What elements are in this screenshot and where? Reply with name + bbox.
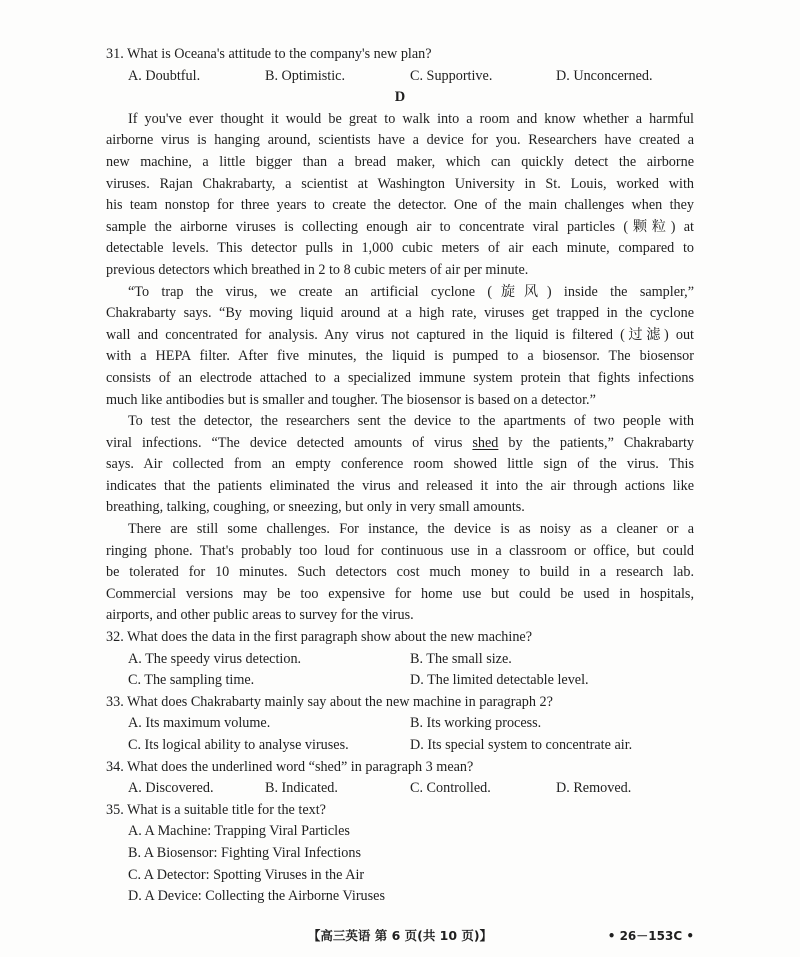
page-content (106, 44, 694, 908)
option-d: D. A Device: Collecting the Airborne Viruses (128, 888, 385, 905)
text-line: be tolerated for 10 minutes. Such detectors cost much money to build in a research lab. (106, 564, 694, 581)
text-segment: by the patients,” Chakrabarty (498, 434, 694, 451)
text-line: ringing phone. That's probably too loud for continuous use in a classroom or office, but could (106, 542, 694, 559)
text-line: detectable levels. This detector pulls in 1,000 cubic meters of air each minute, compared to (106, 240, 694, 257)
text-line: Commercial versions may be too expensive for home use but could be used in hospitals, (106, 585, 694, 602)
option-c: C. A Detector: Spotting Viruses in the Air (128, 866, 365, 883)
option-c: C. Its logical ability to analyse viruses. (128, 737, 349, 753)
paragraph-4 (106, 519, 694, 627)
underlined-word-shed: shed (472, 434, 499, 451)
option-b: B. Indicated. (265, 780, 338, 797)
question-34: 34. What does the underlined word “shed” in paragraph 3 mean? (106, 758, 474, 775)
text-line: indicates that the patients eliminated the virus and released it into the air through actions like (106, 477, 694, 494)
question-33: 33. What does Chakrabarty mainly say about the new machine in paragraph 2? (106, 693, 553, 710)
question-34-options (106, 778, 694, 800)
text-line: breathing, talking, coughing, or sneezing, but only in very small amounts. (106, 499, 525, 516)
option-a: A. Discovered. (128, 780, 214, 797)
text-line (106, 433, 694, 455)
option-d: D. Its special system to concentrate air. (410, 737, 633, 753)
option-b: B. Its working process. (410, 715, 542, 732)
option-b: B. The small size. (410, 650, 512, 667)
section-label: D (394, 89, 406, 106)
text-line: previous detectors which breathed in 2 to 8 cubic meters of air per minute. (106, 261, 529, 278)
text-line: sample the airborne viruses is collecting enough air to concentrate viral particles (颗粒) at (106, 218, 694, 235)
text-line: “To trap the virus, we create an artificial cyclone (旋风) inside the sampler,” (128, 283, 694, 300)
question-31-options (106, 66, 694, 88)
text-line: much like antibodies but is smaller and tougher. The biosensor is based on a detector.” (106, 391, 596, 408)
option-d: D. Removed. (556, 780, 632, 797)
option-b: B. Optimistic. (265, 67, 346, 84)
question-32: 32. What does the data in the first paragraph show about the new machine? (106, 629, 533, 646)
text-line: viruses. Rajan Chakrabarty, a scientist at Washington University in St. Louis, worked with (106, 175, 694, 192)
question-31: 31. What is Oceana's attitude to the company's new plan? (106, 46, 432, 62)
text-line: says. Air collected from an empty conference room showed little sign of the virus. This (106, 456, 694, 473)
question-33-options-row-2 (106, 735, 694, 757)
footer-paper-code: • 26－153C • (607, 929, 694, 943)
page-footer (0, 925, 800, 947)
text-line: with a HEPA filter. After five minutes, the liquid is pumped to a biosensor. The biosensor (106, 348, 694, 365)
text-line: new machine, a little bigger than a bread maker, which can quickly detect the airborne (106, 153, 694, 170)
option-d: D. The limited detectable level. (410, 672, 589, 689)
question-35: 35. What is a suitable title for the text? (106, 801, 326, 818)
paragraph-3 (106, 411, 694, 519)
text-line: There are still some challenges. For instance, the device is as noisy as a cleaner or a (128, 521, 694, 538)
paragraph-2 (106, 282, 694, 412)
option-c: C. Supportive. (410, 67, 493, 84)
option-c: C. Controlled. (410, 780, 491, 797)
text-line: airborne virus is hanging around, scientists have a device for you. Researchers have created a (106, 132, 694, 149)
text-line: If you've ever thought it would be great to walk into a room and know whether a harmful (128, 110, 694, 127)
option-d: D. Unconcerned. (556, 67, 653, 84)
text-line: wall and concentrated for analysis. Any virus not captured in the liquid is filtered (过滤) out (106, 326, 694, 343)
paragraph-1 (106, 109, 694, 282)
text-line: consists of an electrode attached to a specialized immune system protein that fights infections (106, 369, 694, 386)
text-line: airports, and other public areas to survey for the virus. (106, 607, 414, 624)
text-line: To test the detector, the researchers sent the device to the apartments of two people with (128, 413, 694, 430)
option-b: B. A Biosensor: Fighting Viral Infections (128, 844, 361, 861)
question-32-options-row-1 (106, 649, 694, 671)
option-a: A. The speedy virus detection. (128, 650, 302, 667)
footer-page-info: 【高三英语 第 6 页(共 10 页)】 (307, 928, 493, 943)
option-a: A. Its maximum volume. (128, 715, 271, 732)
question-32-options-row-2 (106, 670, 694, 692)
text-line: Chakrabarty says. “By moving liquid around at a high rate, viruses get trapped in the cyclone (106, 305, 694, 322)
option-c: C. The sampling time. (128, 672, 255, 689)
text-line: his team nonstop for three years to create the detector. One of the main challenges when they (106, 197, 694, 214)
text-segment: viral infections. “The device detected amounts of virus (106, 434, 473, 451)
option-a: A. Doubtful. (128, 67, 201, 84)
option-a: A. A Machine: Trapping Viral Particles (128, 823, 350, 840)
question-33-options-row-1 (106, 713, 694, 735)
